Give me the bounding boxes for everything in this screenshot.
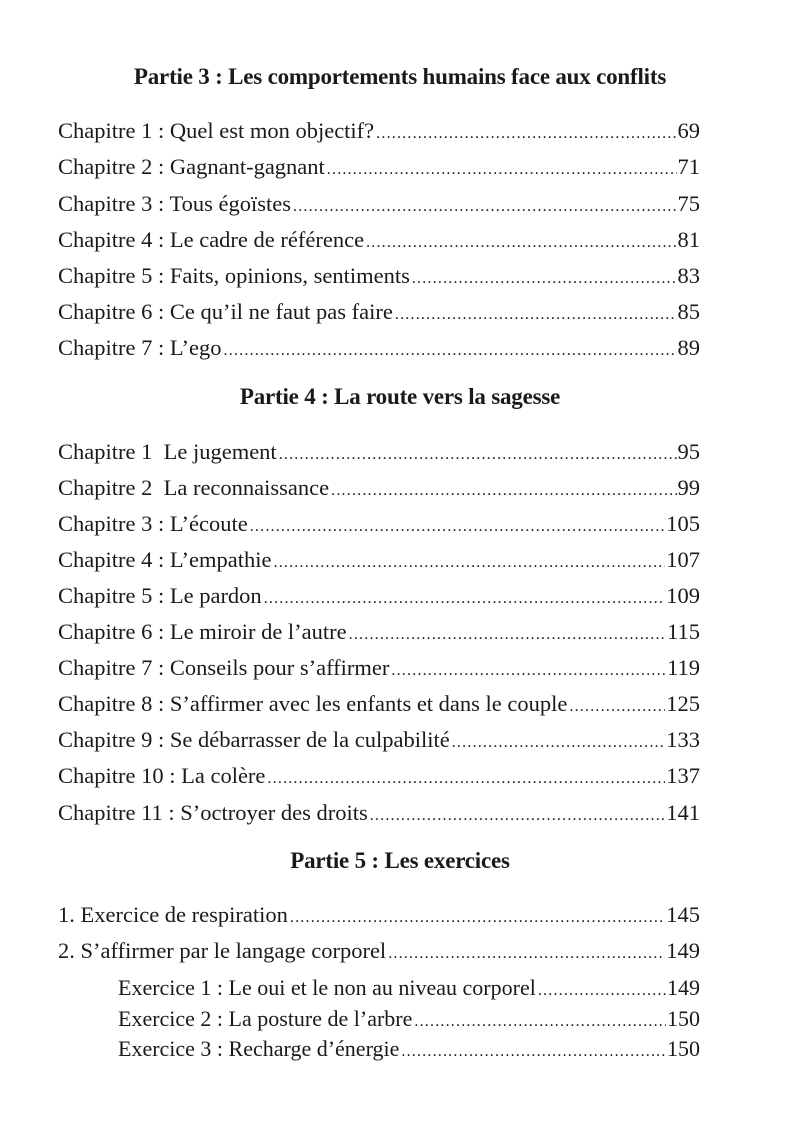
toc-entry-label: Chapitre 7 : Conseils pour s’affirmer bbox=[58, 655, 390, 680]
toc-entry[interactable] bbox=[58, 799, 700, 830]
dot-leader bbox=[224, 337, 677, 365]
toc-entry[interactable] bbox=[58, 474, 700, 505]
toc-entry[interactable] bbox=[58, 582, 700, 613]
part-4-title: Partie 4 : La route vers la sagesse bbox=[239, 384, 561, 409]
toc-entry-page: 75 bbox=[677, 191, 700, 216]
toc-entry[interactable] bbox=[58, 618, 700, 649]
toc-entry-label: Chapitre 3 : Tous égoïstes bbox=[58, 191, 291, 216]
toc-entry-page: 81 bbox=[677, 227, 700, 252]
dot-leader bbox=[388, 940, 665, 968]
dot-leader bbox=[250, 513, 666, 541]
toc-subentry[interactable] bbox=[118, 974, 700, 1005]
dot-leader bbox=[274, 549, 666, 577]
toc-entry-label: Chapitre 10 : La colère bbox=[58, 763, 266, 788]
toc-entry[interactable] bbox=[58, 153, 700, 184]
toc-entry-page: 109 bbox=[666, 583, 700, 608]
toc-entry-label: Exercice 3 : Recharge d’énergie bbox=[118, 1036, 400, 1061]
dot-leader bbox=[279, 441, 677, 469]
toc-entry-label: Chapitre 6 : Le miroir de l’autre bbox=[58, 619, 347, 644]
toc-entry-label: Chapitre 4 : Le cadre de référence bbox=[58, 227, 365, 252]
dot-leader bbox=[395, 301, 677, 329]
toc-entry-page: 105 bbox=[666, 511, 700, 536]
toc-entry-label: Chapitre 1 : Quel est mon objectif? bbox=[58, 118, 375, 143]
dot-leader bbox=[412, 265, 677, 293]
toc-entry-page: 150 bbox=[667, 1006, 700, 1031]
toc-entry-label: Chapitre 8 : S’affirmer avec les enfants et dans le couple bbox=[58, 691, 568, 716]
part-5-title: Partie 5 : Les exercices bbox=[290, 848, 510, 873]
toc-entry-page: 99 bbox=[677, 475, 700, 500]
toc-entry[interactable] bbox=[58, 117, 700, 148]
toc-subentry[interactable] bbox=[118, 1005, 700, 1036]
dot-leader bbox=[376, 120, 676, 148]
dot-leader bbox=[331, 477, 676, 505]
toc-entry-page: 141 bbox=[666, 800, 700, 825]
toc-entry-label: 2. S’affirmer par le langage corporel bbox=[58, 938, 387, 963]
dot-leader bbox=[366, 229, 676, 257]
toc-entry-label: Chapitre 9 : Se débarrasser de la culpabilité bbox=[58, 727, 450, 752]
toc-entry-page: 145 bbox=[666, 902, 700, 927]
dot-leader bbox=[370, 802, 666, 830]
toc-entry-label: Chapitre 3 : L’écoute bbox=[58, 511, 248, 536]
toc-entry-label: Chapitre 1 Le jugement bbox=[58, 439, 277, 464]
toc-subentry[interactable] bbox=[118, 1035, 700, 1066]
toc-entry-page: 119 bbox=[667, 655, 700, 680]
toc-entry-label: Chapitre 7 : L’ego bbox=[58, 335, 222, 360]
toc-entry-page: 133 bbox=[666, 727, 700, 752]
dot-leader bbox=[401, 1038, 666, 1066]
toc-entry-label: Chapitre 2 : Gagnant-gagnant bbox=[58, 154, 325, 179]
dot-leader bbox=[569, 693, 665, 721]
toc-entry-page: 150 bbox=[667, 1036, 700, 1061]
toc-entry-page: 71 bbox=[677, 154, 700, 179]
toc-entry-label: Chapitre 4 : L’empathie bbox=[58, 547, 272, 572]
toc-entry-page: 85 bbox=[677, 299, 700, 324]
toc-entry-label: Chapitre 5 : Le pardon bbox=[58, 583, 262, 608]
dot-leader bbox=[293, 193, 677, 221]
toc-entry-label: Chapitre 6 : Ce qu’il ne faut pas faire bbox=[58, 299, 393, 324]
toc-entry-page: 89 bbox=[677, 335, 700, 360]
toc-entry[interactable] bbox=[58, 937, 700, 968]
toc-entry[interactable] bbox=[58, 190, 700, 221]
toc-entry-page: 95 bbox=[677, 439, 700, 464]
toc-entry[interactable] bbox=[58, 298, 700, 329]
dot-leader bbox=[538, 977, 666, 1005]
toc-entry[interactable] bbox=[58, 726, 700, 757]
toc-entry-page: 149 bbox=[666, 938, 700, 963]
toc-entry[interactable] bbox=[58, 510, 700, 541]
toc-entry-page: 83 bbox=[677, 263, 700, 288]
toc-entry-page: 137 bbox=[666, 763, 700, 788]
dot-leader bbox=[264, 585, 666, 613]
toc-entry-label: Exercice 2 : La posture de l’arbre bbox=[118, 1006, 413, 1031]
toc-entry[interactable] bbox=[58, 334, 700, 365]
dot-leader bbox=[452, 729, 666, 757]
toc-entry-page: 149 bbox=[667, 975, 700, 1000]
toc-entry-label: Chapitre 11 : S’octroyer des droits bbox=[58, 800, 368, 825]
toc-entry[interactable] bbox=[58, 226, 700, 257]
toc-entry[interactable] bbox=[58, 546, 700, 577]
toc-entry-label: Exercice 1 : Le oui et le non au niveau corporel bbox=[118, 975, 536, 1000]
toc-entry-label: 1. Exercice de respiration bbox=[58, 902, 288, 927]
toc-entry[interactable] bbox=[58, 262, 700, 293]
dot-leader bbox=[391, 657, 666, 685]
toc-entry-label: Chapitre 5 : Faits, opinions, sentiments bbox=[58, 263, 410, 288]
toc-entry-page: 107 bbox=[666, 547, 700, 572]
toc-entry[interactable] bbox=[58, 438, 700, 469]
toc-entry-label: Chapitre 2 La reconnaissance bbox=[58, 475, 330, 500]
toc-entry[interactable] bbox=[58, 901, 700, 932]
dot-leader bbox=[349, 621, 666, 649]
toc-entry-page: 69 bbox=[677, 118, 700, 143]
toc-entry[interactable] bbox=[58, 762, 700, 793]
dot-leader bbox=[327, 156, 677, 184]
part-3-title: Partie 3 : Les comportements humains face aux conflits bbox=[133, 64, 667, 89]
toc-entry[interactable] bbox=[58, 690, 700, 721]
dot-leader bbox=[267, 765, 665, 793]
toc-entry-page: 125 bbox=[666, 691, 700, 716]
toc-entry[interactable] bbox=[58, 654, 700, 685]
dot-leader bbox=[414, 1008, 666, 1036]
toc-entry-page: 115 bbox=[667, 619, 700, 644]
dot-leader bbox=[290, 904, 665, 932]
